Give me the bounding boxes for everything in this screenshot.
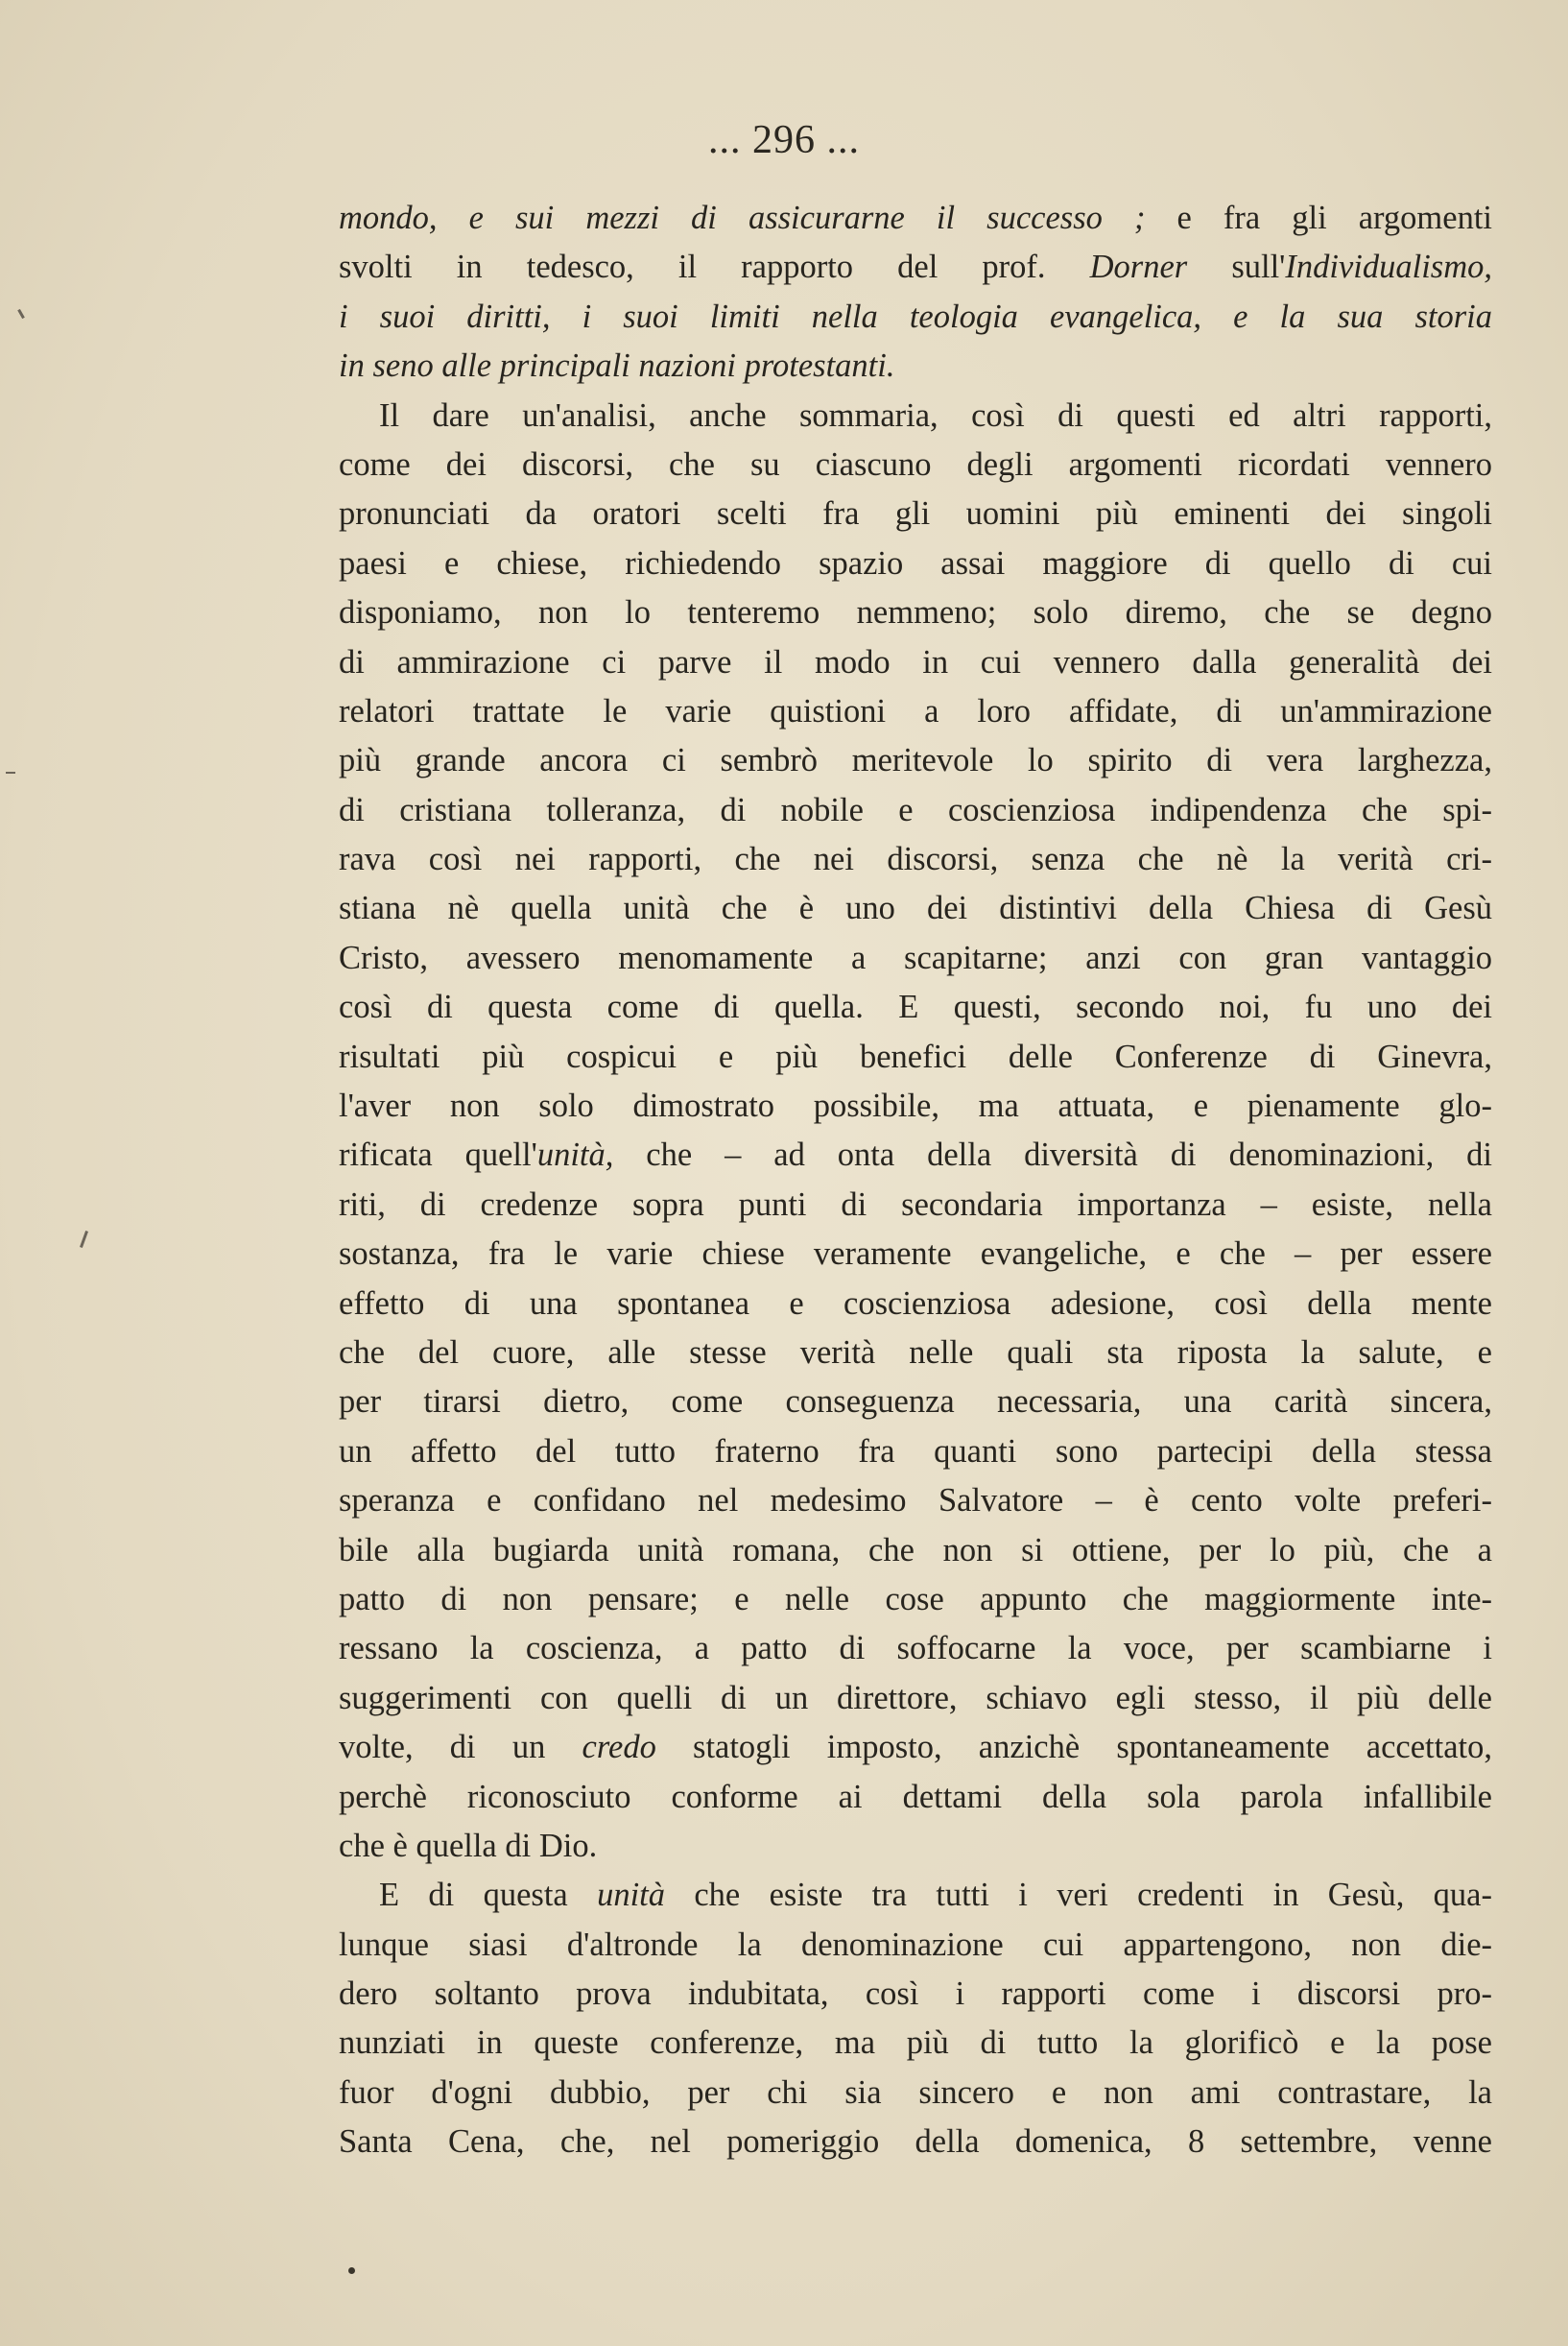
text-line: i suoi diritti, i suoi limiti nella teologia evangelica, e la sua storia	[339, 298, 1492, 335]
text-span: rificata quell'	[339, 1137, 537, 1174]
text-line: ressano la coscienza, a patto di soffocarne la voce, per scambiarne i	[339, 1630, 1492, 1667]
text-line: di ammirazione ci parve il modo in cui vennero dalla generalità dei	[339, 643, 1492, 681]
italic-span: unità,	[536, 1137, 614, 1174]
text-line: fuor d'ogni dubbio, per chi sia sincero e non ami contrastare, la	[339, 2073, 1492, 2111]
text-line: paesi e chiese, richiedendo spazio assai maggiore di quello di cui	[339, 544, 1492, 582]
italic-span: Individualismo,	[1285, 249, 1493, 286]
page-number: ... 296 ...	[708, 118, 860, 162]
italic-span: mondo, e sui mezzi di assicurarne il successo ;	[339, 200, 1146, 236]
text-line: stiana nè quella unità che è uno dei distintivi della Chiesa di Gesù	[339, 890, 1492, 927]
text-line: riti, di credenze sopra punti di secondaria importanza – esiste, nella	[339, 1185, 1492, 1223]
margin-mark	[80, 1231, 88, 1248]
text-line: bile alla bugiarda unità romana, che non si ottiene, per lo più, che a	[339, 1531, 1492, 1568]
text-span: sull'	[1187, 249, 1286, 286]
text-line: più grande ancora ci sembrò meritevole lo spirito di vera larghezza,	[339, 742, 1492, 779]
paragraph-start-line	[339, 1871, 1492, 1920]
text-line: come dei discorsi, che su ciascuno degli argomenti ricordati vennero	[339, 445, 1492, 483]
text-line: lunque siasi d'altronde la denominazione cui appartengono, non die-	[339, 1926, 1492, 1963]
text-span: che esiste tra tutti i veri credenti in Gesù, qua-	[665, 1877, 1492, 1914]
text-line	[339, 243, 1492, 292]
text-line: l'aver non solo dimostrato possibile, ma attuata, e pienamente glo-	[339, 1088, 1492, 1125]
text-line: disponiamo, non lo tenteremo nemmeno; solo diremo, che se degno	[339, 594, 1492, 632]
text-line: effetto di una spontanea e coscienziosa adesione, così della mente	[339, 1284, 1492, 1322]
text-span: E di questa	[379, 1877, 598, 1914]
text-line	[339, 194, 1492, 243]
text-line: un affetto del tutto fraterno fra quanti sono partecipi della stessa	[339, 1432, 1492, 1470]
text-line: rava così nei rapporti, che nei discorsi, senza che nè la verità cri-	[339, 841, 1492, 878]
text-line: così di questa come di quella. E questi, secondo noi, fu uno dei	[339, 989, 1492, 1026]
ink-spot	[348, 2267, 355, 2274]
text-line: che del cuore, alle stesse verità nelle quali sta riposta la salute, e	[339, 1333, 1492, 1371]
text-line	[339, 1723, 1492, 1772]
text-line: pronunciati da oratori scelti fra gli uomini più eminenti dei singoli	[339, 495, 1492, 533]
text-line: speranza e confidano nel medesimo Salvatore – è cento volte preferi-	[339, 1482, 1492, 1520]
text-line: suggerimenti con quelli di un direttore, schiavo egli stesso, il più delle	[339, 1679, 1492, 1716]
text-line: di cristiana tolleranza, di nobile e coscienziosa indipendenza che spi-	[339, 791, 1492, 828]
text-span: volte, di un	[339, 1729, 582, 1766]
text-span: e fra gli argomenti	[1145, 200, 1492, 236]
margin-mark	[17, 305, 32, 319]
text-line: dero soltanto prova indubitata, così i rapporti come i discorsi pro-	[339, 1975, 1492, 2013]
italic-span: credo	[582, 1729, 656, 1766]
text-line: in seno alle principali nazioni protestanti.	[339, 347, 895, 385]
paragraph-start-line: Il dare un'analisi, anche sommaria, così di questi ed altri rapporti,	[379, 396, 1492, 434]
text-span: svolti in tedesco, il rapporto del prof.	[339, 249, 1090, 286]
text-line: patto di non pensare; e nelle cose appunto che maggiormente inte-	[339, 1580, 1492, 1617]
text-line: per tirarsi dietro, come conseguenza necessaria, una carità sincera,	[339, 1383, 1492, 1421]
text-line: relatori trattate le varie quistioni a loro affidate, di un'ammirazione	[339, 692, 1492, 730]
body-text	[339, 194, 1492, 2167]
text-line: perchè riconosciuto conforme ai dettami della sola parola infallibile	[339, 1778, 1492, 1815]
text-line: Santa Cena, che, nel pomeriggio della domenica, 8 settembre, venne	[339, 2123, 1492, 2161]
text-line: nunziati in queste conferenze, ma più di tutto la glorificò e la pose	[339, 2024, 1492, 2062]
text-line: sostanza, fra le varie chiese veramente evangeliche, e che – per essere	[339, 1235, 1492, 1273]
text-span: statogli imposto, anzichè spontaneamente accettato,	[655, 1729, 1492, 1766]
text-line: Cristo, avessero menomamente a scapitarne; anzi con gran vantaggio	[339, 939, 1492, 976]
text-line: risultati più cospicui e più benefici delle Conferenze di Ginevra,	[339, 1038, 1492, 1075]
text-line: che è quella di Dio.	[339, 1827, 598, 1864]
italic-span: unità	[597, 1877, 666, 1914]
text-line	[339, 1131, 1492, 1180]
margin-mark	[6, 772, 15, 774]
italic-span: Dorner	[1089, 249, 1188, 286]
text-span: che – ad onta della diversità di denominazioni, di	[613, 1137, 1492, 1174]
